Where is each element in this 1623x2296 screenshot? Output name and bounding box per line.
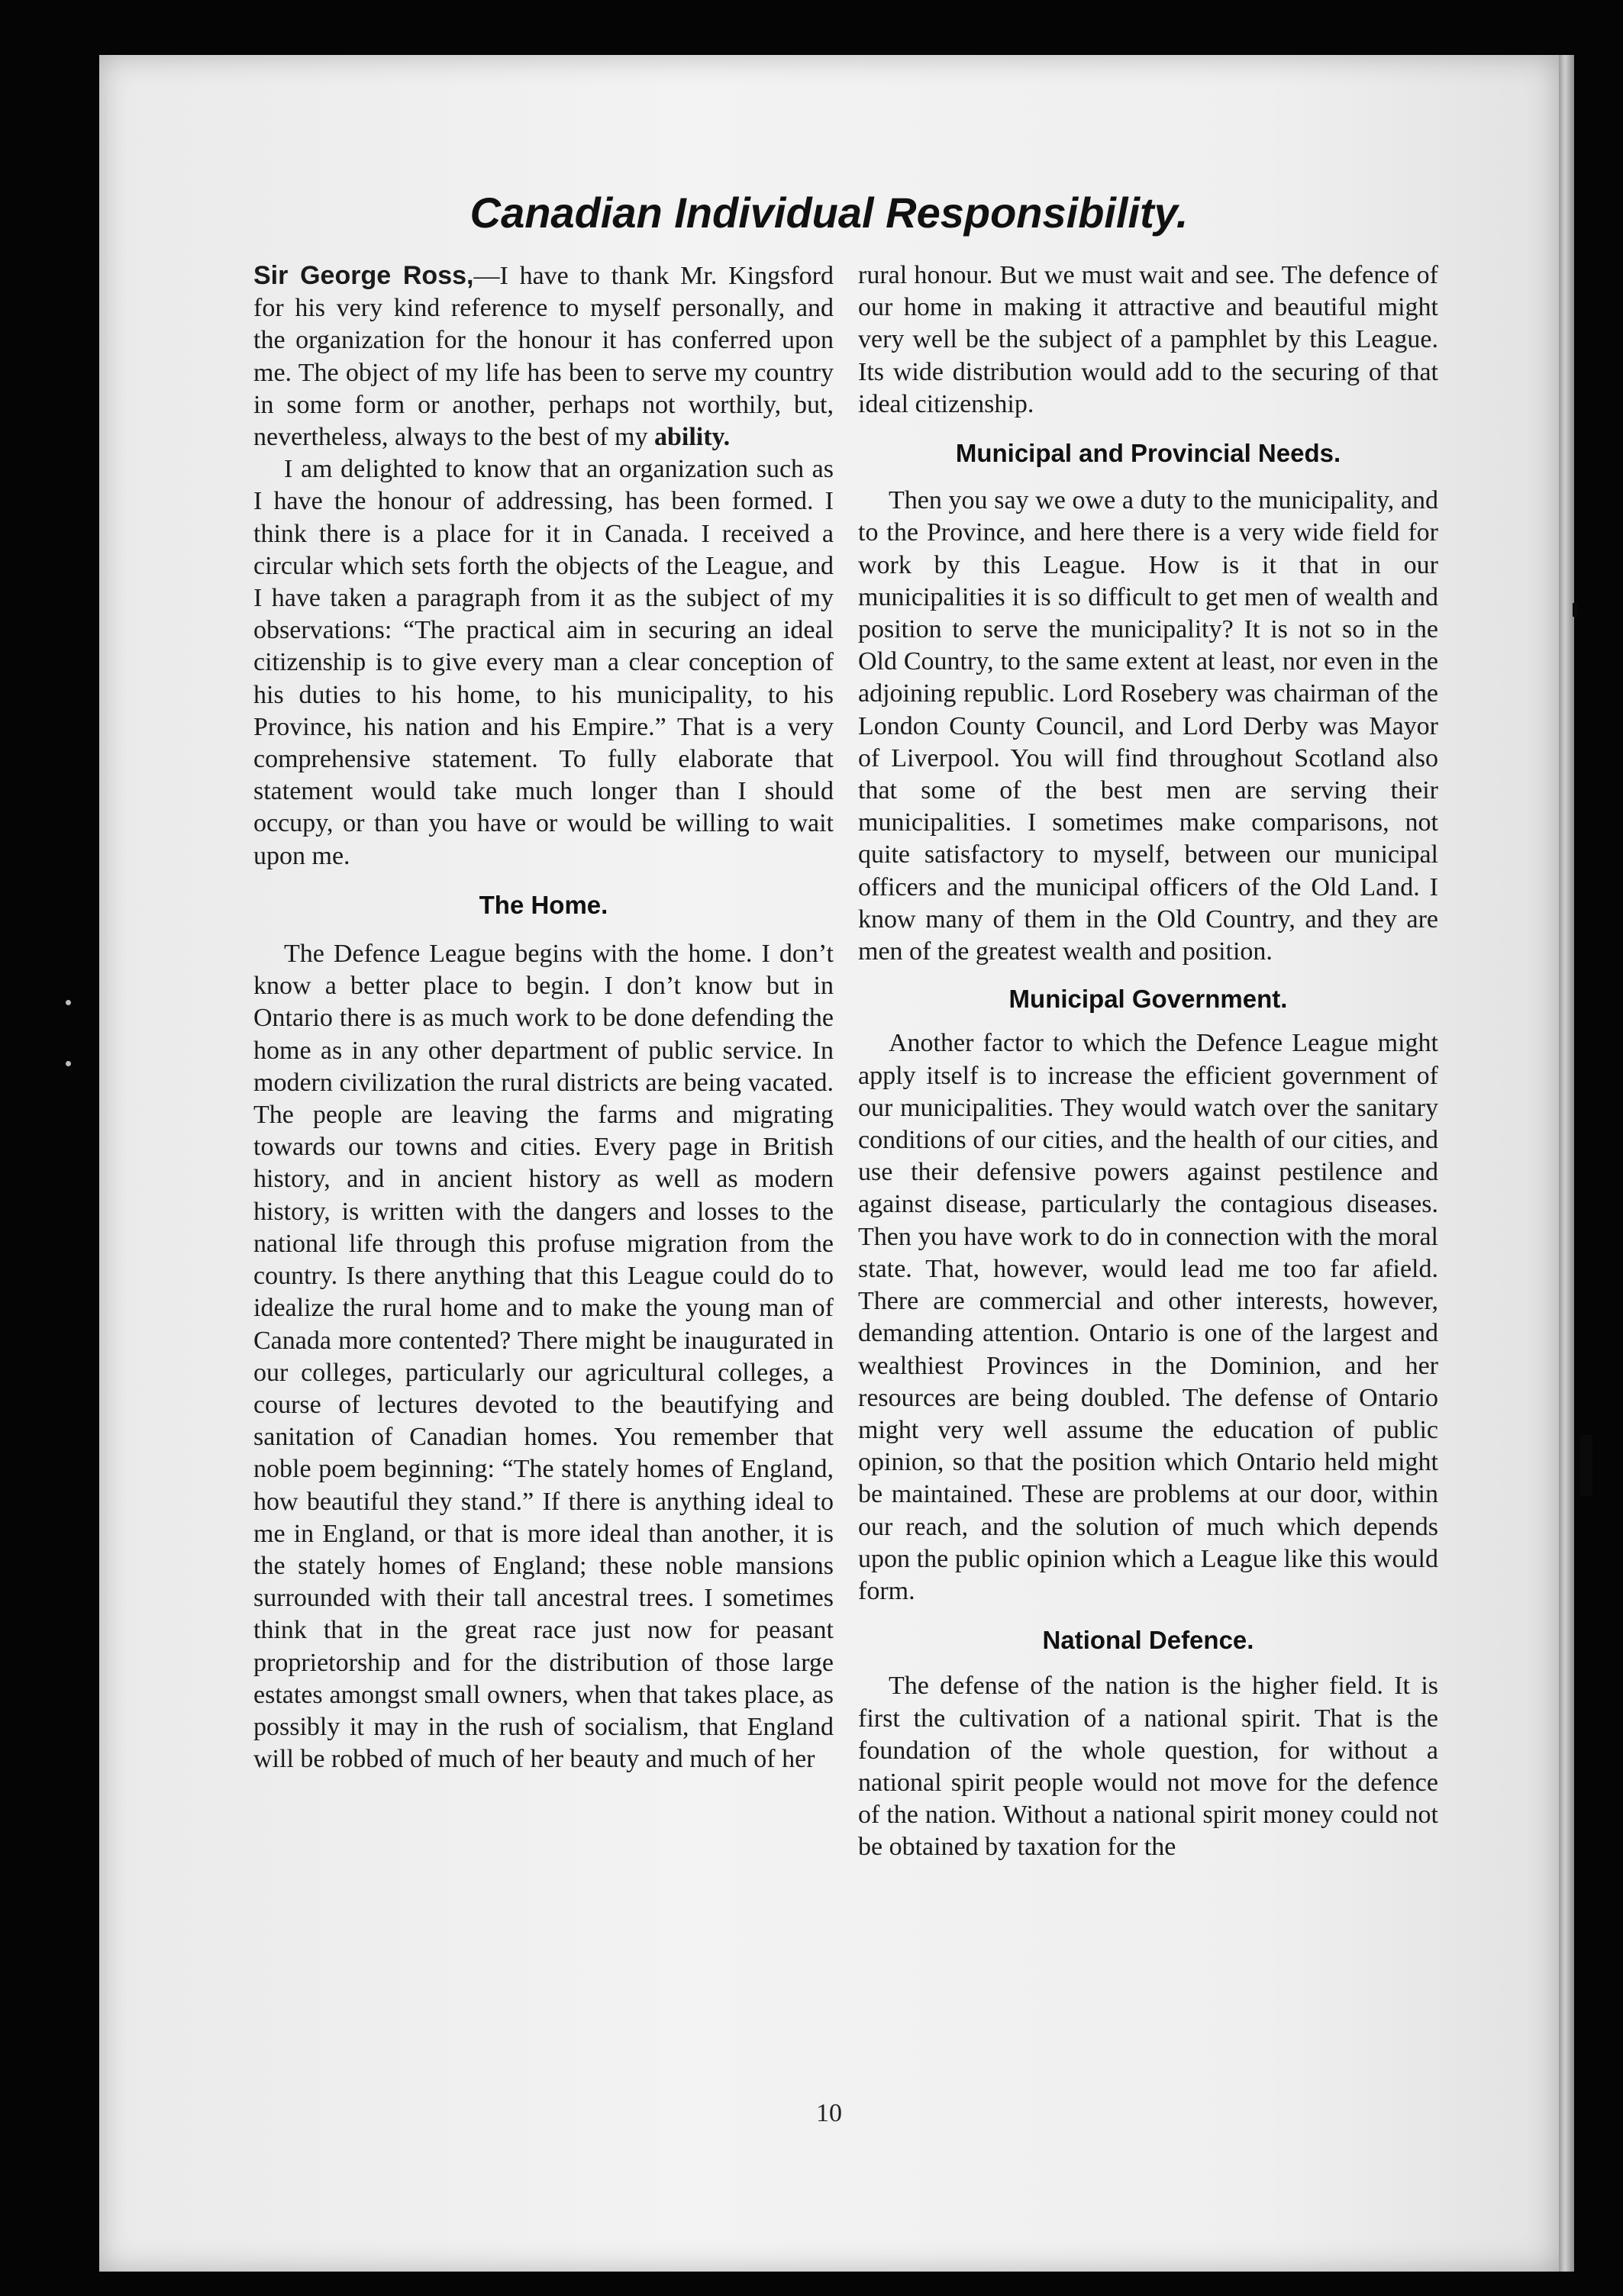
left-column: [253, 260, 834, 1775]
scan-dot-1: [66, 1000, 71, 1005]
right-column: [858, 260, 1438, 1864]
page-title: Canadian Individual Responsibility.: [469, 189, 1189, 237]
edge-mark-3: [1573, 603, 1577, 617]
paragraph-opening-text: —I have to thank Mr. Kingsford for his very kind reference to myself personally, and the organization for the honour it has conferred upon me. The object of my life has been to serve my country in some form or another, perhaps not worthily, but, nevertheless, always to the best of my: [253, 262, 834, 452]
paragraph-rural-honour: rural honour. But we must wait and see. The defence of our home in making it attractive and beautiful might very well be the subject of a pamphlet by this League. Its wide distribution would add to the securing of that ideal citizenship.: [858, 261, 1438, 418]
paragraph-home: The Defence League begins with the home. I don’t know a better place to begin. I don’t know but in Ontario there is as much work to be done defending the home as in any other department of public service. In modern civilization the rural districts are being vacated. The people are leaving the farms and migrating towards our towns and cities. Every page in British history, and in ancient history as well as modern history, is written with the dangers and losses to the national life through this profuse migration from the country. Is there anything that this League could do to idealize the rural home and to make the young man of Canada more contented? There might be inaugurated in our colleges, particularly our agricultural colleges, a course of lectures devoted to the beautifying and sanitation of Canadian homes. You remember that noble poem beginning: “The stately homes of England, how beautiful they stand.” If there is anything ideal to me in England, or that is more ideal than another, it is the stately homes of England; these noble mansions surrounded with their tall ancestral trees. I sometimes think that in the great race just now for peasant proprietorship and for the distribution of those large estates amongst small owners, when that takes place, as possibly it may in the rush of socialism, that England will be robbed of much of her beauty and much of her: [253, 940, 834, 1774]
paragraph-municipal-provincial: Then you say we owe a duty to the municipality, and to the Province, and here there is a very wide field for work by this League. How is it that in our municipalities it is so difficult to get men of wealth and position to serve the municipality? It is not so in the Old Country, to the same extent at least, nor even in the adjoining republic. Lord Rosebery was chairman of the London County Council, and Lord Derby was Mayor of Liverpool. You will find throughout Scotland also that some of the best men are serving their municipalities. I sometimes make comparisons, not quite satisfactory to myself, between our municipal officers and the municipal officers of the Old Land. I know many of them in the Old Country, and they are men of the greatest wealth and position.: [858, 486, 1438, 966]
paragraph-opening-end: ability.: [653, 423, 731, 452]
page-number: 10: [816, 2099, 842, 2127]
edge-mark-1: [1576, 55, 1623, 2272]
paragraph-circular: I am delighted to know that an organization such as I have the honour of addressing, has been formed. I think there is a place for it in Canada. I received a circular which sets forth the objects of the League, and I have taken a paragraph from it as the subject of my observations: “The practical aim in securing an ideal citizenship is to give every man a clear conception of his duties to his home, to his municipality, to his Province, his nation and his Empire.” That is a very comprehensive statement. To fully elaborate that statement would take much longer than I should occupy, or than you have or would be willing to wait upon me.: [253, 455, 834, 870]
heading-national-defence: National Defence.: [1042, 1626, 1254, 1655]
paragraph-opening: [253, 260, 834, 453]
heading-the-home: The Home.: [479, 890, 608, 919]
edge-mark-2: [1580, 1435, 1592, 1496]
heading-municipal-provincial-needs: Municipal and Provincial Needs.: [955, 439, 1341, 468]
page-right-edge: [1559, 55, 1574, 2272]
paragraph-national-defence: The defense of the nation is the higher field. It is first the cultivation of a national spirit. That is the foundation of the whole question, for without a national spirit people would not move for the defence of the nation. Without a national spirit money could not be obtained by taxation for the: [858, 1672, 1438, 1862]
heading-municipal-government: Municipal Government.: [1008, 985, 1288, 1014]
paragraph-municipal-government: Another factor to which the Defence League might apply itself is to increase the efficient government of our municipalities. They would watch over the sanitary conditions of our cities, and the health of our cities, and use their defensive powers against pestilence and against disease, particularly the contagious diseases. Then you have work to do in connection with the moral state. That, however, would lead me too far afield. There are commercial and other interests, however, demanding attention. Ontario is one of the largest and wealthiest Provinces in the Dominion, and her resources are being doubled. The defense of Ontario might very well assume the education of public opinion, so that the position which Ontario held might be maintained. These are problems at our door, within our reach, and the solution of much which depends upon the public opinion which a League like this would form.: [858, 1029, 1438, 1605]
scan-dot-2: [66, 1061, 71, 1066]
speaker-name: Sir George Ross,: [253, 261, 474, 290]
